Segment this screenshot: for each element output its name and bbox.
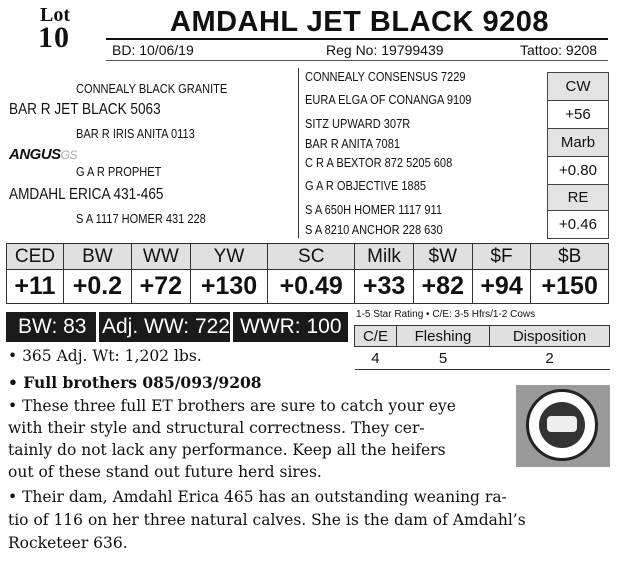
description-line: Rocketeer 636.: [8, 534, 128, 552]
cw-label: CW: [547, 72, 609, 101]
page-title: AMDAHL JET BLACK 9208: [170, 6, 549, 38]
epd-header: YW: [190, 244, 268, 270]
dam-dam: S A 1117 HOMER 431 228: [76, 211, 206, 226]
rating-header-ce: C/E: [355, 326, 397, 347]
epd-value: +11: [7, 270, 64, 304]
pedigree-right-0: CONNEALY CONSENSUS 7229: [305, 69, 466, 84]
dam-sire: G A R PROPHET: [76, 164, 162, 179]
epd-header: $B: [531, 244, 609, 270]
rating-table: [354, 325, 610, 370]
epd-value: +0.49: [268, 270, 355, 304]
birth-weight: BW: 83: [18, 315, 87, 338]
description-line: tainly do not lack any performance. Keep all the heifers: [8, 441, 446, 459]
epd-value: +94: [472, 270, 531, 304]
rating-value-fleshing: 5: [396, 347, 489, 370]
pedigree-right-3: BAR R ANITA 7081: [305, 136, 401, 151]
pedigree-right-2: SITZ UPWARD 307R: [305, 116, 411, 131]
epd-header-row: [7, 244, 609, 270]
epd-value: +82: [413, 270, 472, 304]
epd-value: +33: [355, 270, 414, 304]
seal-inner: [539, 402, 585, 448]
epd-value-row: [7, 270, 609, 304]
epd-value: +0.2: [63, 270, 131, 304]
breeder-seal-image: [516, 385, 610, 467]
birth-date: BD: 10/06/19: [112, 42, 194, 58]
weights-bar: [6, 312, 348, 342]
adjusted-weaning-weight: Adj. WW: 722: [102, 315, 230, 338]
pedigree-right-4: C R A BEXTOR 872 5205 608: [305, 155, 453, 170]
tattoo: Tattoo: 9208: [520, 42, 598, 58]
sire: BAR R JET BLACK 5063: [9, 101, 161, 118]
epd-header: $W: [413, 244, 472, 270]
pedigree-right-5: G A R OBJECTIVE 1885: [305, 178, 426, 193]
rating-header-row: [355, 326, 610, 347]
weights-divider: [96, 312, 99, 342]
cw-value: +56: [547, 100, 609, 129]
epd-value: +150: [531, 270, 609, 304]
rating-value-ce: 4: [355, 347, 397, 370]
marb-label: Marb: [547, 128, 609, 157]
seal-ring: [526, 389, 598, 461]
re-value: +0.46: [547, 210, 609, 239]
lot-number: 10: [38, 21, 70, 54]
epd-header: SC: [268, 244, 355, 270]
description-line: • Their dam, Amdahl Erica 465 has an outstanding weaning ra-: [8, 488, 507, 506]
rating-header-fleshing: Fleshing: [396, 326, 489, 347]
epd-value: +72: [131, 270, 190, 304]
full-brothers-note: • Full brothers 085/093/9208: [8, 373, 262, 392]
weights-divider: [230, 312, 233, 342]
sire-sire: CONNEALY BLACK GRANITE: [76, 81, 228, 96]
lot-label: Lot: [40, 4, 70, 26]
description-line: • These three full ET brothers are sure to catch your eye: [8, 397, 456, 415]
epd-value: +130: [190, 270, 268, 304]
marb-value: +0.80: [547, 156, 609, 185]
epd-table: [6, 243, 609, 304]
epd-header: CED: [7, 244, 64, 270]
epd-header: Milk: [355, 244, 414, 270]
pedigree-right-7: S A 8210 ANCHOR 228 630: [305, 222, 443, 237]
sire-dam: BAR R IRIS ANITA 0113: [76, 126, 195, 141]
re-label: RE: [547, 184, 609, 211]
info-bar: [106, 38, 608, 61]
pedigree-divider: [298, 68, 299, 238]
rating-value-disposition: 2: [490, 347, 610, 370]
epd-header: BW: [63, 244, 131, 270]
weaning-weight-ratio: WWR: 100: [240, 315, 342, 338]
adjusted-weight-note: • 365 Adj. Wt: 1,202 lbs.: [8, 347, 202, 365]
pedigree-right-6: S A 650H HOMER 1117 911: [305, 202, 442, 217]
dam: AMDAHL ERICA 431-465: [9, 186, 164, 203]
description-line: tio of 116 on her three natural calves. She is the dam of Amdahl’s: [8, 511, 526, 529]
description-line: with their style and structural correctness. They cer-: [8, 419, 425, 437]
registration-number: Reg No: 19799439: [326, 42, 444, 58]
rating-value-row: [355, 347, 610, 370]
description-line: out of these stand out future herd sires.: [8, 463, 322, 481]
cow-icon: [547, 416, 577, 432]
epd-header: WW: [131, 244, 190, 270]
rating-note: 1-5 Star Rating • C/E: 3-5 Hfrs/1-2 Cows: [356, 309, 536, 320]
epd-header: $F: [472, 244, 531, 270]
angus-gs-logo: ANGUSGS: [9, 146, 78, 163]
pedigree-right-1: EURA ELGA OF CONANGA 9109: [305, 92, 472, 107]
rating-header-disposition: Disposition: [490, 326, 610, 347]
